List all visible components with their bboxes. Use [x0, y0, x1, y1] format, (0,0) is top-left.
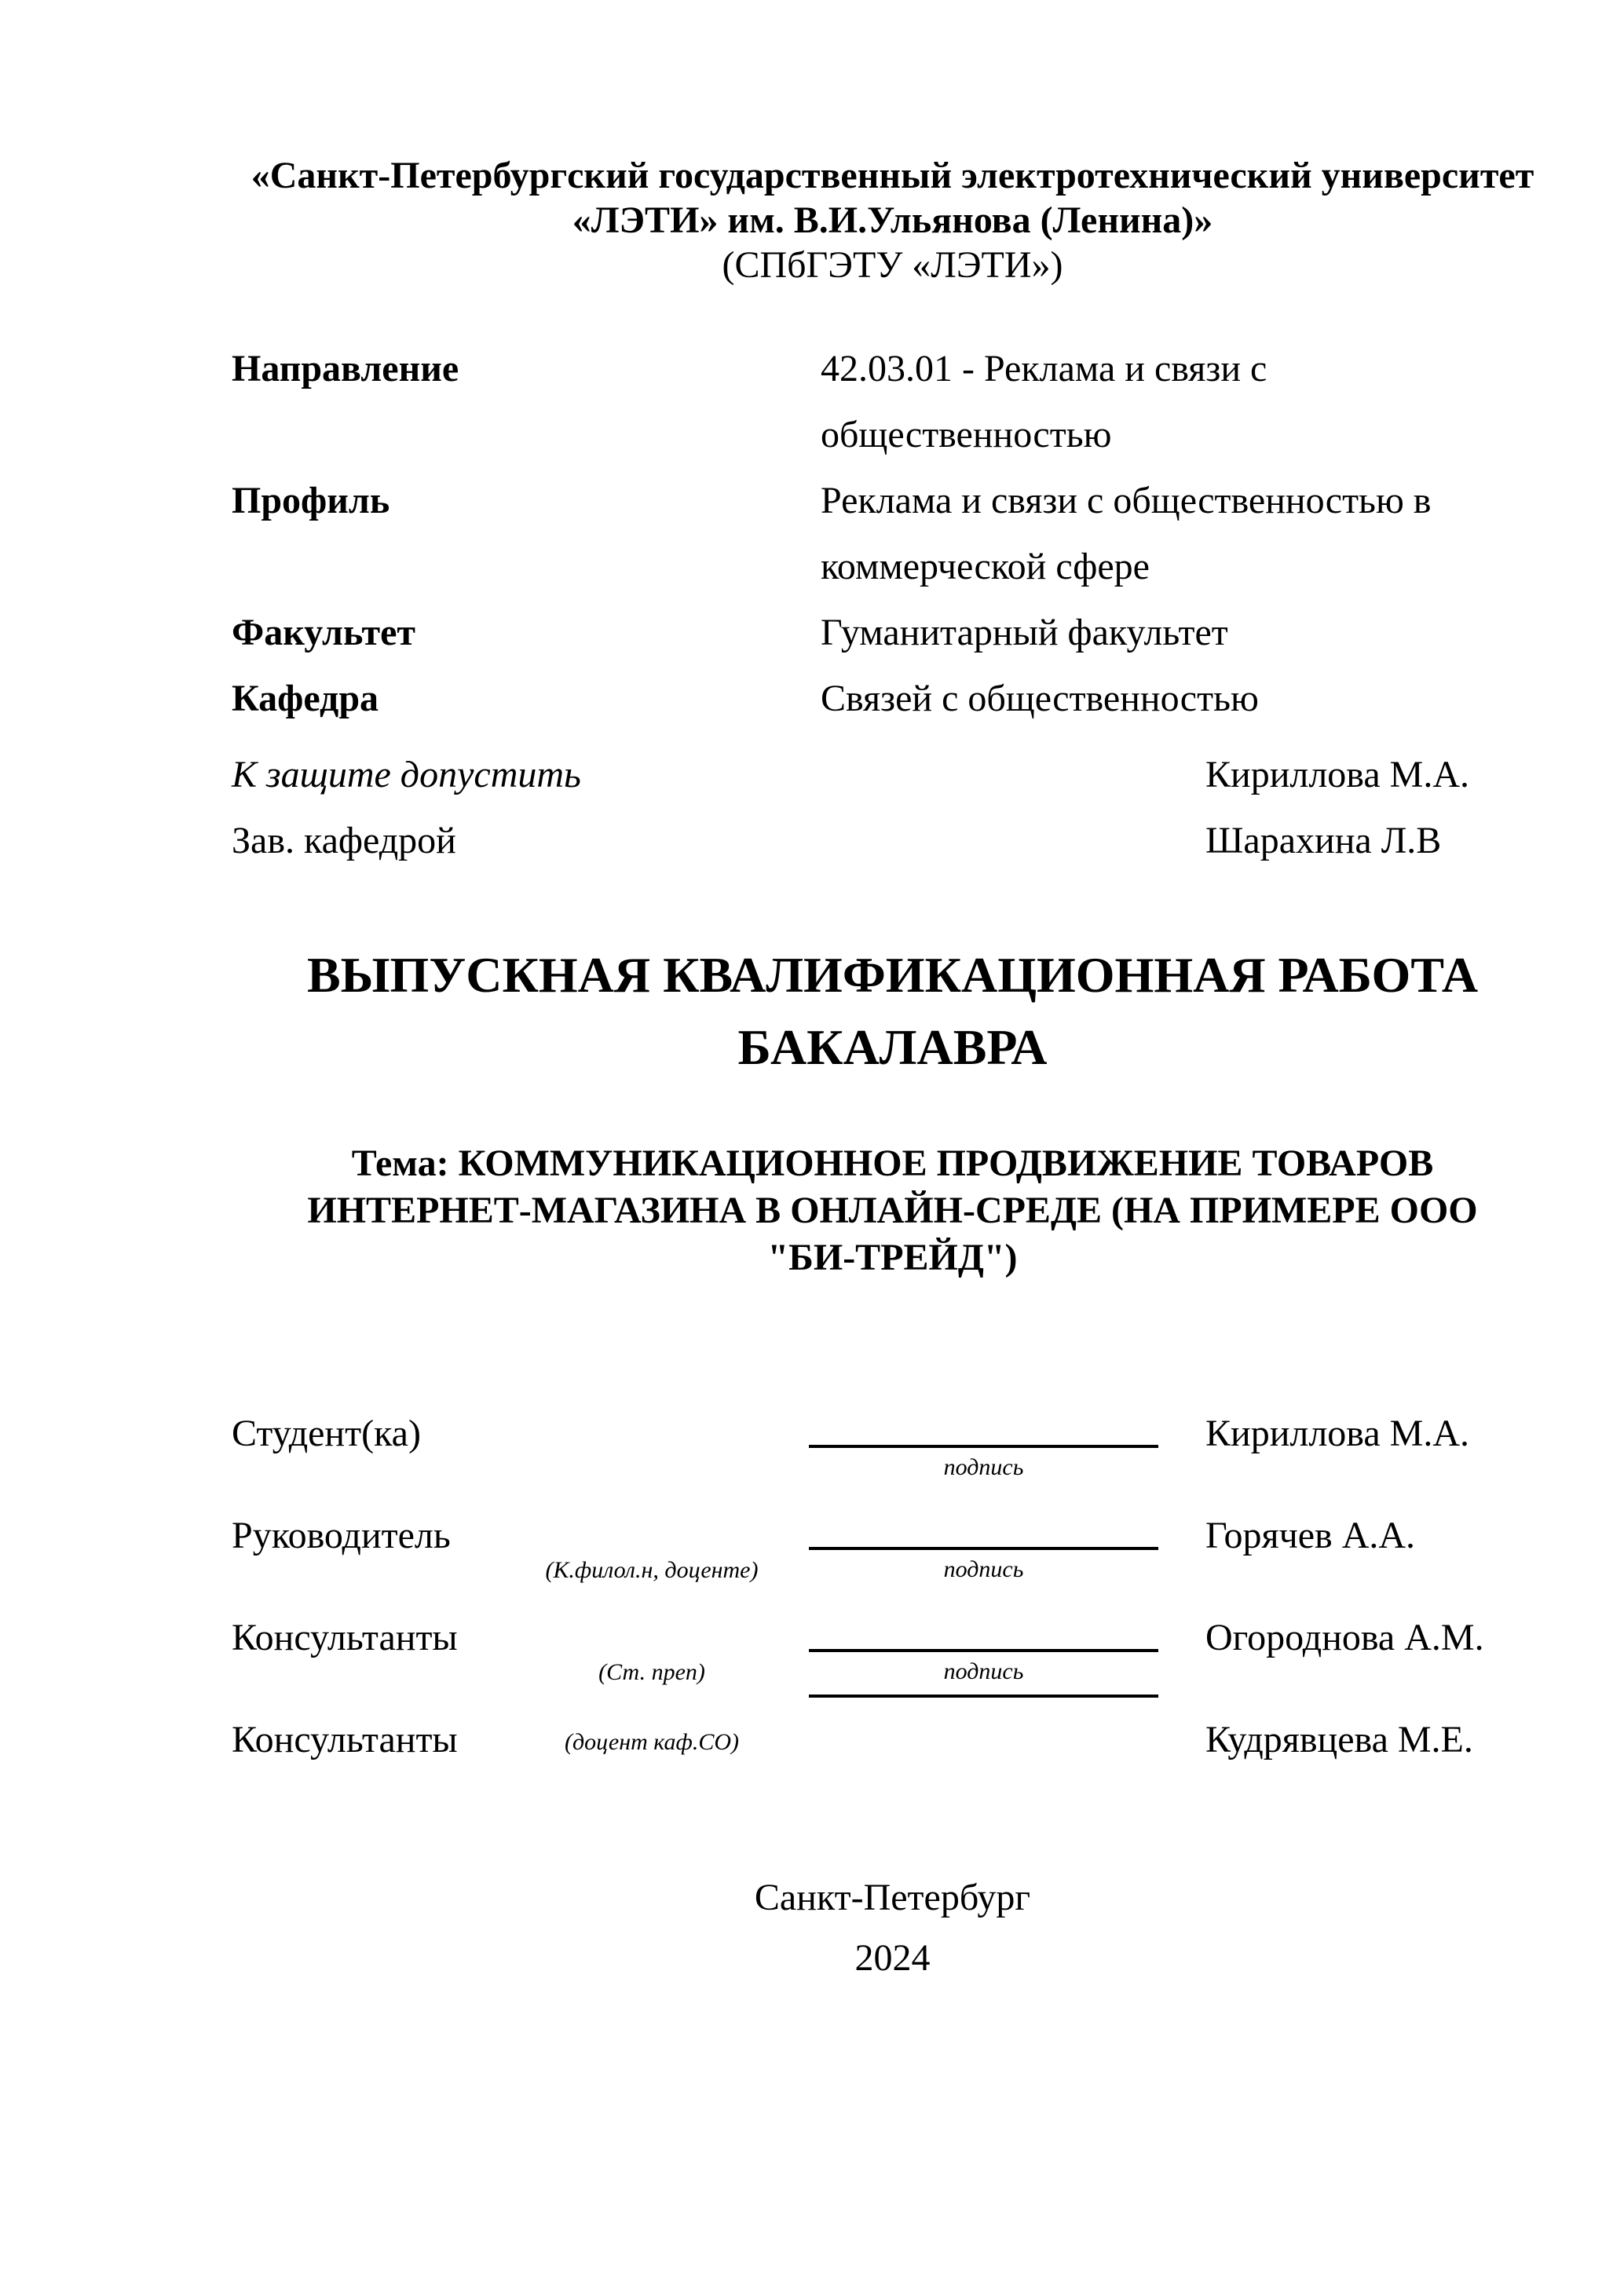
department-head-label: Зав. кафедрой	[232, 820, 456, 861]
consultant-2-label: Консультанты	[232, 1719, 458, 1760]
thesis-type-line1: ВЫПУСКНАЯ КВАЛИФИКАЦИОННАЯ РАБОТА	[306, 947, 1479, 1003]
consultant-1-qualification: (Ст. преп)	[598, 1659, 705, 1685]
approval-permit-name: Кириллова М.А.	[1205, 754, 1469, 795]
consultant-1-signature-cell	[781, 1616, 1158, 1685]
student-label: Студент(ка)	[232, 1413, 421, 1454]
university-header	[232, 153, 1553, 287]
consultant-2-qualification: (доцент каф.СО)	[564, 1729, 740, 1755]
faculty-value: Гуманитарный факультет	[821, 612, 1228, 653]
signature-block	[232, 1412, 1553, 1820]
approval-block	[232, 742, 1553, 874]
footer-city: Санкт-Петербург	[754, 1877, 1031, 1918]
consultant-1-signature-caption: подпись	[943, 1658, 1024, 1684]
university-abbreviation: (СПбГЭТУ «ЛЭТИ»)	[722, 244, 1063, 286]
university-name-line2: «ЛЭТИ» им. В.И.Ульянова (Ленина)»	[572, 199, 1213, 241]
footer-year: 2024	[854, 1937, 931, 1979]
thesis-theme-line3: "БИ-ТРЕЙД")	[767, 1237, 1018, 1278]
department-value: Связей с общественностью	[821, 678, 1259, 719]
department-label: Кафедра	[232, 678, 379, 719]
signature-row-student	[232, 1412, 1553, 1514]
signature-row-consultant-2	[232, 1718, 1553, 1820]
consultant-2-signature-line	[809, 1695, 1158, 1698]
thesis-type-line2: БАКАЛАВРА	[737, 1019, 1048, 1075]
supervisor-signature-caption: подпись	[943, 1556, 1024, 1582]
consultant-1-name: Огороднова А.М.	[1205, 1617, 1484, 1658]
student-signature-line	[809, 1445, 1158, 1448]
signature-row-supervisor	[232, 1514, 1553, 1616]
consultant-2-name: Кудрявцева М.Е.	[1205, 1719, 1473, 1760]
supervisor-name: Горячев А.А.	[1205, 1515, 1416, 1556]
direction-label: Направление	[232, 348, 459, 389]
student-signature-cell	[781, 1412, 1158, 1481]
consultant-1-signature-line	[809, 1649, 1158, 1652]
supervisor-signature-cell	[781, 1514, 1158, 1583]
profile-value: Реклама и связи с общественностью в коммерческой сфере	[821, 480, 1432, 587]
thesis-type-title	[232, 939, 1553, 1084]
program-info-table	[232, 336, 1553, 732]
profile-label: Профиль	[232, 480, 390, 521]
thesis-theme-line2: ИНТЕРНЕТ-МАГАЗИНА В ОНЛАЙН-СРЕДЕ (НА ПРИМЕРЕ ООО	[307, 1190, 1478, 1231]
signature-row-consultant-1	[232, 1616, 1553, 1718]
thesis-theme	[232, 1140, 1553, 1281]
supervisor-label: Руководитель	[232, 1515, 451, 1556]
faculty-label: Факультет	[232, 612, 415, 653]
consultant-1-label: Консультанты	[232, 1617, 458, 1658]
university-name-line1: «Санкт-Петербургский государственный электротехнический университет	[251, 155, 1534, 196]
footer	[232, 1867, 1553, 1988]
approval-permit-label: К защите допустить	[232, 754, 581, 795]
department-head-name: Шарахина Л.В	[1205, 820, 1442, 861]
direction-value: 42.03.01 - Реклама и связи с общественностью	[821, 348, 1267, 455]
supervisor-signature-line	[809, 1547, 1158, 1550]
student-name: Кириллова М.А.	[1205, 1413, 1469, 1454]
supervisor-qualification: (К.филол.н, доценте)	[545, 1557, 759, 1583]
student-signature-caption: подпись	[943, 1454, 1024, 1480]
thesis-theme-line1: Тема: КОММУНИКАЦИОННОЕ ПРОДВИЖЕНИЕ ТОВАРОВ	[351, 1143, 1434, 1184]
